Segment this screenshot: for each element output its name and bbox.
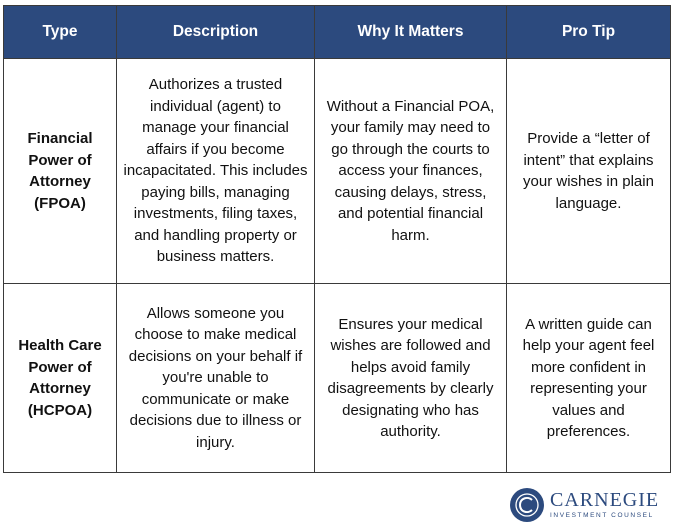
description-cell: Authorizes a trusted individual (agent) to manage your financial affairs if you become incapacitated. This includes paying bills, managing investments, filing taxes, and handling property or business matters. (117, 59, 315, 284)
table-row (4, 284, 671, 473)
carnegie-logo (510, 485, 660, 525)
description-cell: Allows someone you choose to make medical decisions on your behalf if you're unable to communicate or make decisions due to illness or injury. (117, 284, 315, 473)
logo-subtitle: INVESTMENT COUNSEL (550, 512, 654, 520)
type-cell: Health Care Power of Attorney (HCPOA) (4, 284, 117, 473)
poa-comparison-table (3, 5, 671, 473)
table-header-row (4, 6, 671, 59)
table-row (4, 59, 671, 284)
header-description: Description (117, 6, 315, 59)
type-cell: Financial Power of Attorney (FPOA) (4, 59, 117, 284)
pro-tip-cell: Provide a “letter of intent” that explains your wishes in plain language. (507, 59, 671, 284)
why-it-matters-cell: Without a Financial POA, your family may need to go through the courts to access your finances, causing delays, stress, and potential financial harm. (315, 59, 507, 284)
header-why-it-matters: Why It Matters (315, 6, 507, 59)
pro-tip-cell: A written guide can help your agent feel more confident in representing your values and preferences. (507, 284, 671, 473)
header-type: Type (4, 6, 117, 59)
logo-emblem-icon (510, 488, 544, 522)
why-it-matters-cell: Ensures your medical wishes are followed and helps avoid family disagreements by clearly designating who has authority. (315, 284, 507, 473)
logo-name: CARNEGIE (550, 489, 660, 512)
header-pro-tip: Pro Tip (507, 6, 671, 59)
